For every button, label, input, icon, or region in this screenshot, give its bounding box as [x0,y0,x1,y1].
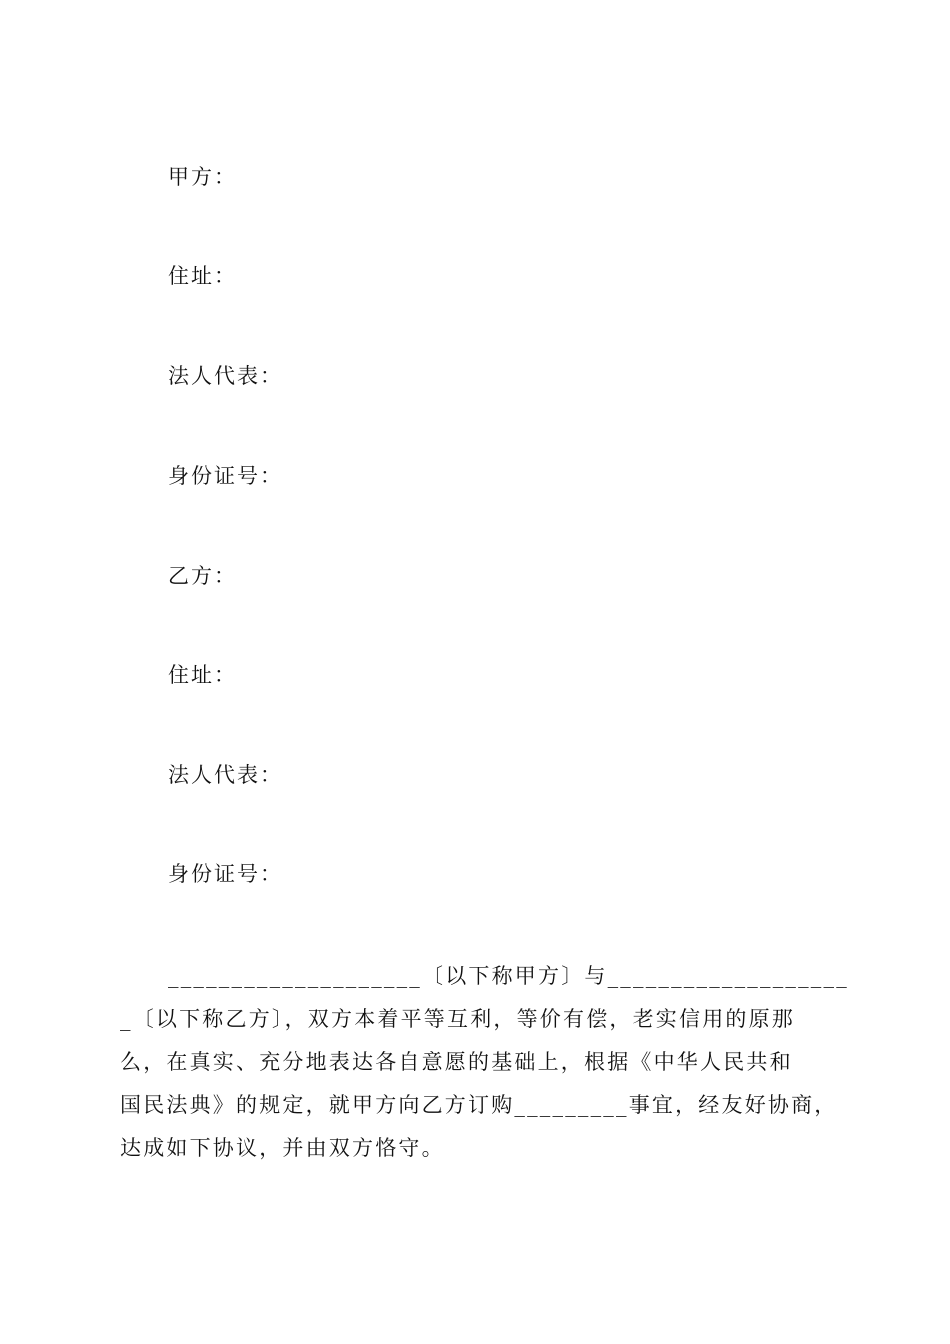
party-a-legal-rep-label: 法人代表： [168,364,283,388]
preamble-line: _〔以下称乙方〕，双方本着平等互利，等价有偿，老实信用的原那 [120,1007,795,1031]
party-a-id-label: 身份证号： [168,464,283,488]
preamble-line: 么，在真实、充分地表达各自意愿的基础上，根据《中华人民共和 [120,1050,793,1074]
party-b-label: 乙方： [168,564,237,588]
party-b-id-label: 身份证号： [168,862,283,886]
preamble-line: ____________________〔以下称甲方〕与___________________ [168,964,849,988]
party-a-label: 甲方： [168,165,237,189]
party-a-address-label: 住址： [168,264,237,288]
preamble-line: 达成如下协议，并由双方恪守。 [120,1136,445,1160]
preamble-paragraph [120,955,849,1170]
party-b-legal-rep-label: 法人代表： [168,763,283,787]
party-b-address-label: 住址： [168,663,237,687]
preamble-line: 国民法典》的规定，就甲方向乙方订购_________事宜，经友好协商， [120,1093,838,1117]
